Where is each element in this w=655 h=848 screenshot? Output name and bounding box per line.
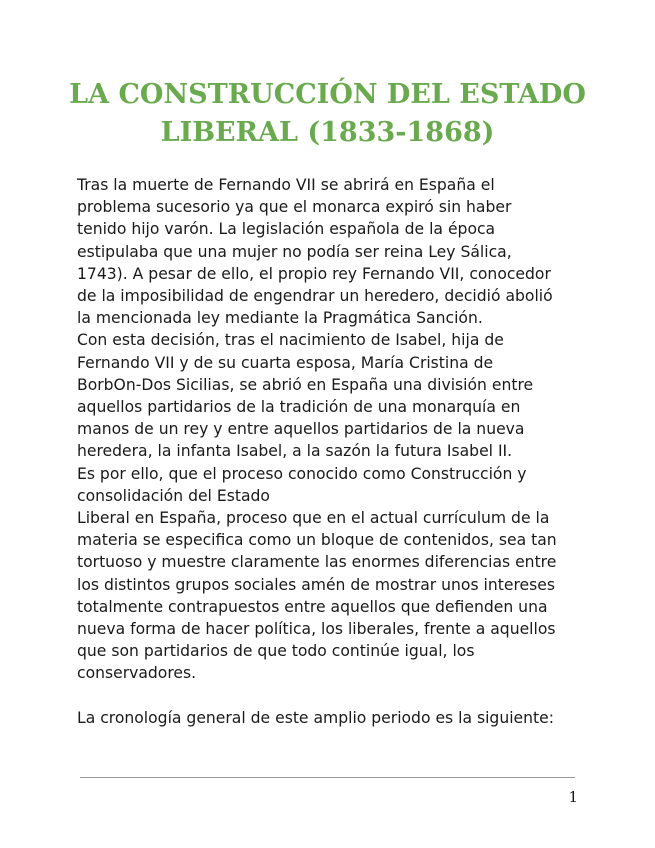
body-line: la mencionada ley mediante la Pragmática Sanción. [77,309,483,328]
body-line: totalmente contrapuestos entre aquellos que defienden una [77,597,548,616]
page-title [40,76,615,152]
body-line: Liberal en España, proceso que en el actual currículum de la [77,509,550,528]
body-line: los distintos grupos sociales amén de mostrar unos intereses [77,575,555,594]
body-line: Con esta decisión, tras el nacimiento de Isabel, hija de [77,331,504,350]
body-line: manos de un rey y entre aquellos partidarios de la nueva [77,420,525,439]
body-line: tortuoso y muestre claramente las enormes diferencias entre [77,553,557,572]
page-number: 1 [568,788,578,806]
body-line: tenido hijo varón. La legislación española de la época [77,220,496,239]
body-text [77,174,587,729]
body-line: nueva forma de hacer política, los liberales, frente a aquellos [77,620,556,639]
body-line: de la imposibilidad de engendrar un heredero, decidió abolió [77,287,553,306]
body-line: Tras la muerte de Fernando VII se abrirá en España el [77,176,495,194]
body-line: Fernando VII y de su cuarta esposa, María Cristina de [77,353,494,372]
closing-line: La cronología general de este amplio periodo es la siguiente: [77,708,554,727]
body-line: problema sucesorio ya que el monarca expiró sin haber [77,198,512,217]
body-line: estipulaba que una mujer no podía ser reina Ley Sálica, [77,242,512,261]
title-line: LIBERAL (1833-1868) [160,117,495,148]
body-line: que son partidarios de que todo continúe igual, los [77,642,475,661]
body-line: 1743). A pesar de ello, el propio rey Fernando VII, conocedor [77,264,551,283]
body-line: BorbOn-Dos Sicilias, se abrió en España una división entre [77,375,534,394]
body-line: materia se especifica como un bloque de contenidos, sea tan [77,531,557,550]
body-line: aquellos partidarios de la tradición de una monarquía en [77,398,521,417]
title-line: LA CONSTRUCCIÓN DEL ESTADO [69,79,586,110]
body-line: Es por ello, que el proceso conocido como Construcción y [77,464,527,483]
body-line: consolidación del Estado [77,486,270,505]
paragraph-spacer [77,685,587,707]
footer-divider [80,777,575,778]
body-line: heredera, la infanta Isabel, a la sazón la futura Isabel II. [77,442,513,461]
body-line: conservadores. [77,664,197,683]
